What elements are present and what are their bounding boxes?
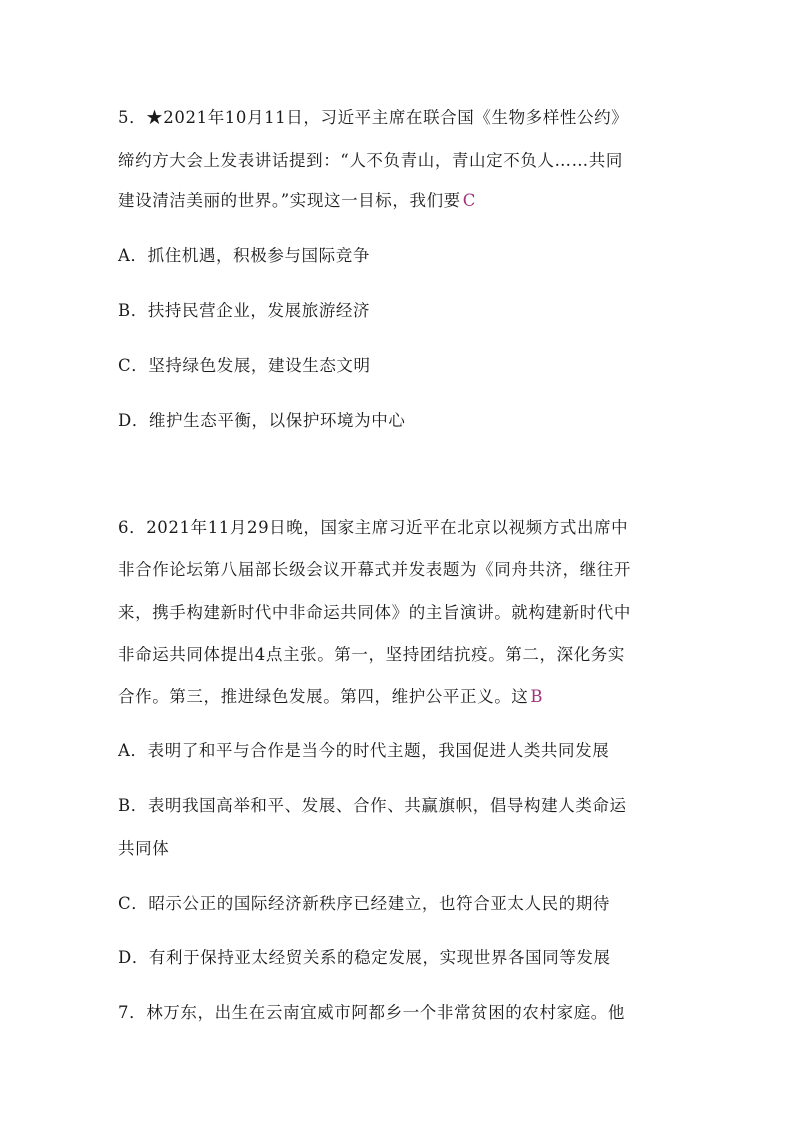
question-6-line-1: 6．2021年11月29日晚，国家主席习近平在北京以视频方式出席中: [118, 518, 629, 537]
question-5-line-2: 缔约方大会上发表讲话提到：“人不负青山，青山定不负人……共同: [118, 151, 623, 170]
question-5-line-3-text: 建设清洁美丽的世界。”实现这一目标，我们要: [118, 191, 461, 210]
question-6-line-5-text: 合作。第三，推进绿色发展。第四，维护公平正义。这: [118, 687, 529, 706]
question-5-option-b: B．扶持民营企业，发展旅游经济: [118, 301, 371, 320]
question-5-answer: C: [462, 191, 477, 210]
question-6-line-4: 非命运共同体提出4点主张。第一，坚持团结抗疫。第二，深化务实: [118, 645, 625, 664]
question-6-option-b-continued: 共同体: [118, 839, 170, 858]
question-5-option-d: D．维护生态平衡，以保护环境为中心: [118, 411, 406, 430]
question-6-line-3: 来，携手构建新时代中非命运共同体》的主旨演讲。就构建新时代中: [118, 603, 631, 622]
question-5-line-3: [118, 190, 476, 212]
question-5-option-a: A．抓住机遇，积极参与国际竞争: [118, 246, 370, 265]
question-6-answer: B: [530, 687, 544, 706]
question-6-option-c: C．昭示公正的国际经济新秩序已经建立，也符合亚太人民的期待: [118, 894, 611, 913]
question-6-option-b: B．表明我国高举和平、发展、合作、共赢旗帜，倡导构建人类命运: [118, 796, 627, 815]
question-6-option-a: A．表明了和平与合作是当今的时代主题，我国促进人类共同发展: [118, 741, 610, 760]
question-6-line-5: [118, 686, 543, 708]
question-6-line-2: 非合作论坛第八届部长级会议开幕式并发表题为《同舟共济，继往开: [118, 560, 631, 579]
question-5-line-1: 5．★2021年10月11日，习近平主席在联合国《生物多样性公约》: [118, 108, 629, 127]
question-6-option-d: D．有利于保持亚太经贸关系的稳定发展，实现世界各国同等发展: [118, 948, 611, 967]
question-7-line-1: 7．林万东，出生在云南宜威市阿都乡一个非常贫困的农村家庭。他: [118, 1003, 625, 1022]
question-5-option-c: C．坚持绿色发展，建设生态文明: [118, 356, 371, 375]
